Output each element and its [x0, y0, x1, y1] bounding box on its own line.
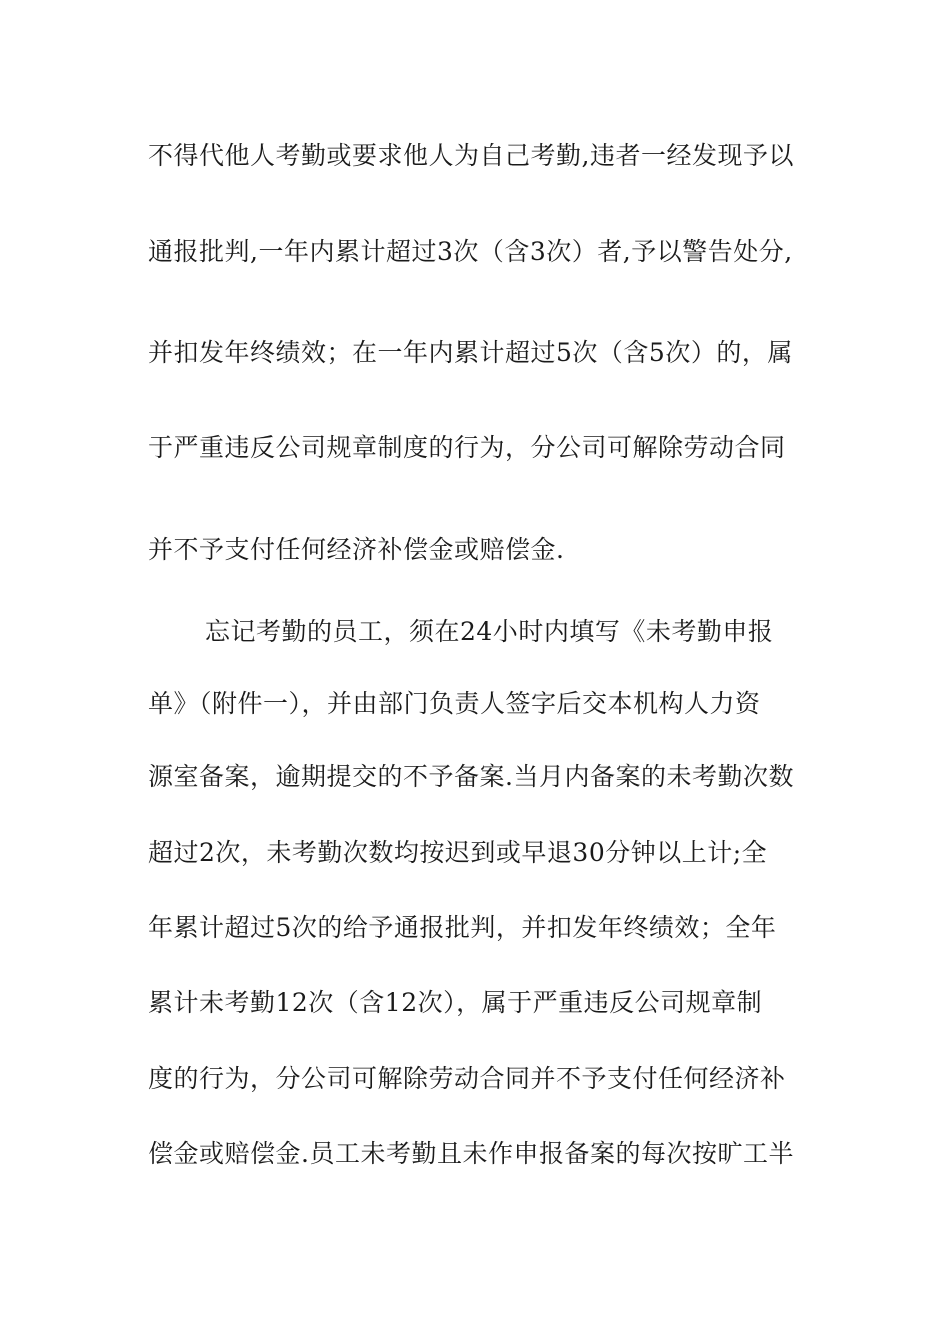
text-line: 并不予支付任何经济补偿金或赔偿金.: [148, 535, 565, 564]
text-line: 源室备案，逾期提交的不予备案.当月内备案的未考勤次数: [148, 762, 794, 791]
text-line: 于严重违反公司规章制度的行为，分公司可解除劳动合同: [148, 433, 786, 462]
text-line: 通报批判,一年内累计超过3次（含3次）者,予以警告处分,: [148, 237, 793, 266]
text-line: 度的行为，分公司可解除劳动合同并不予支付任何经济补: [148, 1064, 786, 1093]
text-line: 超过2次，未考勤次数均按迟到或早退30分钟以上计;全: [148, 838, 768, 867]
text-line: 累计未考勤12次（含12次），属于严重违反公司规章制: [148, 988, 763, 1017]
text-line: 并扣发年终绩效；在一年内累计超过5次（含5次）的，属: [148, 338, 793, 367]
text-line: 年累计超过5次的给予通报批判，并扣发年终绩效；全年: [148, 913, 777, 942]
text-line: 单》（附件一），并由部门负责人签字后交本机构人力资: [148, 689, 761, 718]
text-line: 偿金或赔偿金.员工未考勤且未作申报备案的每次按旷工半: [148, 1139, 794, 1168]
text-line: 忘记考勤的员工，须在24小时内填写《未考勤申报: [205, 617, 774, 646]
text-line: 不得代他人考勤或要求他人为自己考勤,违者一经发现予以: [148, 141, 794, 170]
